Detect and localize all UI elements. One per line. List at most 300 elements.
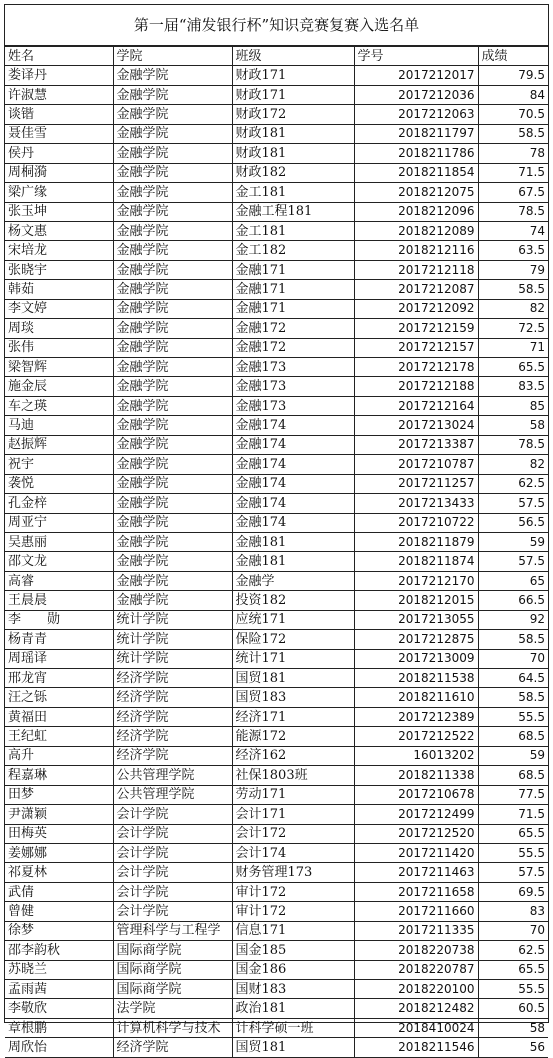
student-name-cell: 杨文惠 — [5, 221, 113, 240]
table-row — [5, 824, 548, 843]
college-cell: 金融学院 — [113, 513, 232, 532]
college-cell: 金融学院 — [113, 163, 232, 182]
class-cell: 国贸181 — [232, 669, 354, 688]
score-cell: 79.5 — [478, 66, 548, 85]
table-row — [5, 649, 548, 668]
student-id-cell: 2018211874 — [354, 552, 478, 571]
score-cell: 65 — [478, 571, 548, 590]
student-id-cell: 2018211546 — [354, 1038, 478, 1057]
student-name-cell: 赵振辉 — [5, 435, 113, 454]
student-name-cell: 祝宇 — [5, 455, 113, 474]
student-name-cell: 孔金梓 — [5, 494, 113, 513]
student-name-cell: 高升 — [5, 746, 113, 765]
college-cell: 金融学院 — [113, 532, 232, 551]
student-id-cell: 2017211658 — [354, 882, 478, 901]
student-id-cell: 2017213433 — [354, 494, 478, 513]
class-cell: 金融172 — [232, 338, 354, 357]
student-id-cell: 2018211797 — [354, 124, 478, 143]
class-cell: 会计172 — [232, 824, 354, 843]
college-cell: 会计学院 — [113, 805, 232, 824]
class-cell: 财政172 — [232, 105, 354, 124]
college-cell: 国际商学院 — [113, 960, 232, 979]
score-cell: 92 — [478, 610, 548, 629]
student-id-cell: 2018212096 — [354, 202, 478, 221]
class-cell: 金融174 — [232, 513, 354, 532]
table-row — [5, 630, 548, 649]
table-row — [5, 299, 548, 318]
class-cell: 国贸181 — [232, 1038, 354, 1057]
table-row — [5, 999, 548, 1018]
table-row — [5, 260, 548, 279]
class-cell: 金融172 — [232, 319, 354, 338]
college-cell: 统计学院 — [113, 649, 232, 668]
class-cell: 财政182 — [232, 163, 354, 182]
student-id-cell: 2018220738 — [354, 941, 478, 960]
score-cell: 64.5 — [478, 669, 548, 688]
class-cell: 金融181 — [232, 552, 354, 571]
student-id-cell: 2017212178 — [354, 358, 478, 377]
student-id-cell: 2017212164 — [354, 396, 478, 415]
college-cell: 经济学院 — [113, 669, 232, 688]
student-id-cell: 2017213387 — [354, 435, 478, 454]
table-body — [5, 66, 548, 1057]
class-cell: 金融171 — [232, 299, 354, 318]
student-name-cell: 孟雨茜 — [5, 980, 113, 999]
student-id-cell: 2018211879 — [354, 532, 478, 551]
student-id-cell: 2017212159 — [354, 319, 478, 338]
class-cell: 计科学硕一班 — [232, 1018, 354, 1037]
score-cell: 62.5 — [478, 941, 548, 960]
score-cell: 60.5 — [478, 999, 548, 1018]
college-cell: 金融学院 — [113, 338, 232, 357]
student-name-cell: 梁广缘 — [5, 183, 113, 202]
college-cell: 经济学院 — [113, 707, 232, 726]
student-id-cell: 16013202 — [354, 746, 478, 765]
student-name-cell: 娄译丹 — [5, 66, 113, 85]
table-row — [5, 746, 548, 765]
score-cell: 71.5 — [478, 805, 548, 824]
class-cell: 应统171 — [232, 610, 354, 629]
college-cell: 统计学院 — [113, 630, 232, 649]
table-row — [5, 85, 548, 104]
college-cell: 金融学院 — [113, 280, 232, 299]
student-name-cell: 李文婷 — [5, 299, 113, 318]
score-cell: 58.5 — [478, 688, 548, 707]
student-id-cell: 2017212157 — [354, 338, 478, 357]
class-cell: 经济162 — [232, 746, 354, 765]
college-cell: 会计学院 — [113, 863, 232, 882]
college-cell: 金融学院 — [113, 552, 232, 571]
class-cell: 国金186 — [232, 960, 354, 979]
results-table — [5, 46, 548, 1058]
class-cell: 统计171 — [232, 649, 354, 668]
student-id-cell: 2018211854 — [354, 163, 478, 182]
student-name-cell: 袭悦 — [5, 474, 113, 493]
score-cell: 70 — [478, 649, 548, 668]
college-cell: 金融学院 — [113, 221, 232, 240]
header-college: 学院 — [113, 47, 232, 66]
college-cell: 金融学院 — [113, 85, 232, 104]
document-frame — [4, 4, 549, 1056]
class-cell: 金工181 — [232, 183, 354, 202]
table-row — [5, 513, 548, 532]
college-cell: 金融学院 — [113, 416, 232, 435]
score-cell: 58.5 — [478, 280, 548, 299]
table-row — [5, 241, 548, 260]
table-row — [5, 358, 548, 377]
table-row — [5, 688, 548, 707]
student-id-cell: 2017212036 — [354, 85, 478, 104]
score-cell: 82 — [478, 299, 548, 318]
table-row — [5, 183, 548, 202]
table-row — [5, 163, 548, 182]
class-cell: 社保1803班 — [232, 766, 354, 785]
class-cell: 财务管理173 — [232, 863, 354, 882]
college-cell: 金融学院 — [113, 377, 232, 396]
student-name-cell: 王晨晨 — [5, 591, 113, 610]
student-id-cell: 2017212520 — [354, 824, 478, 843]
score-cell: 57.5 — [478, 552, 548, 571]
college-cell: 金融学院 — [113, 144, 232, 163]
student-name-cell: 施金辰 — [5, 377, 113, 396]
table-row — [5, 921, 548, 940]
class-cell: 金融174 — [232, 416, 354, 435]
student-id-cell: 2017212499 — [354, 805, 478, 824]
class-cell: 审计172 — [232, 902, 354, 921]
class-cell: 金融173 — [232, 396, 354, 415]
class-cell: 金融174 — [232, 474, 354, 493]
student-name-cell: 车之瑛 — [5, 396, 113, 415]
table-row — [5, 727, 548, 746]
table-row — [5, 1018, 548, 1037]
table-row — [5, 474, 548, 493]
student-id-cell: 2017211420 — [354, 843, 478, 862]
college-cell: 金融学院 — [113, 241, 232, 260]
student-name-cell: 张伟 — [5, 338, 113, 357]
college-cell: 管理科学与工程学 — [113, 921, 232, 940]
table-row — [5, 960, 548, 979]
student-name-cell: 邵文龙 — [5, 552, 113, 571]
score-cell: 65.5 — [478, 358, 548, 377]
table-row — [5, 144, 548, 163]
college-cell: 金融学院 — [113, 124, 232, 143]
score-cell: 55.5 — [478, 843, 548, 862]
header-row — [5, 47, 548, 66]
table-row — [5, 863, 548, 882]
score-cell: 67.5 — [478, 183, 548, 202]
score-cell: 58 — [478, 1018, 548, 1037]
score-cell: 58.5 — [478, 124, 548, 143]
student-name-cell: 宋培龙 — [5, 241, 113, 260]
score-cell: 58.5 — [478, 630, 548, 649]
college-cell: 金融学院 — [113, 299, 232, 318]
table-row — [5, 416, 548, 435]
student-id-cell: 2017212092 — [354, 299, 478, 318]
college-cell: 金融学院 — [113, 183, 232, 202]
table-row — [5, 377, 548, 396]
table-row — [5, 105, 548, 124]
student-name-cell: 汪之铄 — [5, 688, 113, 707]
score-cell: 83 — [478, 902, 548, 921]
score-cell: 69.5 — [478, 882, 548, 901]
college-cell: 金融学院 — [113, 571, 232, 590]
student-id-cell: 2018211538 — [354, 669, 478, 688]
student-name-cell: 许淑慧 — [5, 85, 113, 104]
class-cell: 审计172 — [232, 882, 354, 901]
student-name-cell: 杨青青 — [5, 630, 113, 649]
student-name-cell: 周亚宁 — [5, 513, 113, 532]
class-cell: 财政181 — [232, 144, 354, 163]
student-id-cell: 2017213055 — [354, 610, 478, 629]
student-name-cell: 田梦 — [5, 785, 113, 804]
class-cell: 金融171 — [232, 280, 354, 299]
class-cell: 投资182 — [232, 591, 354, 610]
table-row — [5, 280, 548, 299]
student-name-cell: 徐梦 — [5, 921, 113, 940]
score-cell: 55.5 — [478, 707, 548, 726]
score-cell: 68.5 — [478, 727, 548, 746]
college-cell: 金融学院 — [113, 105, 232, 124]
student-id-cell: 2017212389 — [354, 707, 478, 726]
score-cell: 62.5 — [478, 474, 548, 493]
class-cell: 财政171 — [232, 85, 354, 104]
table-row — [5, 805, 548, 824]
score-cell: 79 — [478, 260, 548, 279]
college-cell: 金融学院 — [113, 260, 232, 279]
score-cell: 57.5 — [478, 863, 548, 882]
score-cell: 57.5 — [478, 494, 548, 513]
student-id-cell: 2017211257 — [354, 474, 478, 493]
table-row — [5, 669, 548, 688]
table-row — [5, 571, 548, 590]
student-id-cell: 2017211335 — [354, 921, 478, 940]
table-row — [5, 610, 548, 629]
score-cell: 70 — [478, 921, 548, 940]
student-id-cell: 2018212089 — [354, 221, 478, 240]
college-cell: 会计学院 — [113, 902, 232, 921]
header-student-id: 学号 — [354, 47, 478, 66]
student-name-cell: 周欣怡 — [5, 1038, 113, 1057]
college-cell: 金融学院 — [113, 396, 232, 415]
student-name-cell: 姜娜娜 — [5, 843, 113, 862]
score-cell: 83.5 — [478, 377, 548, 396]
college-cell: 金融学院 — [113, 319, 232, 338]
class-cell: 会计171 — [232, 805, 354, 824]
college-cell: 金融学院 — [113, 474, 232, 493]
student-name-cell: 周桐漪 — [5, 163, 113, 182]
student-id-cell: 2018211338 — [354, 766, 478, 785]
student-name-cell: 黄福田 — [5, 707, 113, 726]
college-cell: 金融学院 — [113, 455, 232, 474]
college-cell: 国际商学院 — [113, 941, 232, 960]
student-id-cell: 2017212170 — [354, 571, 478, 590]
student-name-cell: 张晓宇 — [5, 260, 113, 279]
student-id-cell: 2017212875 — [354, 630, 478, 649]
header-class: 班级 — [232, 47, 354, 66]
score-cell: 71 — [478, 338, 548, 357]
student-name-cell: 邢龙宵 — [5, 669, 113, 688]
student-id-cell: 2018211786 — [354, 144, 478, 163]
student-id-cell: 2018220100 — [354, 980, 478, 999]
college-cell: 计算机科学与技术 — [113, 1018, 232, 1037]
student-name-cell: 周瑶译 — [5, 649, 113, 668]
header-name: 姓名 — [5, 47, 113, 66]
college-cell: 统计学院 — [113, 610, 232, 629]
score-cell: 85 — [478, 396, 548, 415]
student-id-cell: 2017211660 — [354, 902, 478, 921]
table-row — [5, 843, 548, 862]
student-name-cell: 周琰 — [5, 319, 113, 338]
class-cell: 经济171 — [232, 707, 354, 726]
table-row — [5, 785, 548, 804]
student-id-cell: 2017212118 — [354, 260, 478, 279]
student-name-cell: 尹潇颖 — [5, 805, 113, 824]
table-row — [5, 882, 548, 901]
student-name-cell: 梁智辉 — [5, 358, 113, 377]
student-id-cell: 2017212017 — [354, 66, 478, 85]
table-row — [5, 494, 548, 513]
class-cell: 金工182 — [232, 241, 354, 260]
class-cell: 劳动171 — [232, 785, 354, 804]
college-cell: 金融学院 — [113, 358, 232, 377]
table-row — [5, 707, 548, 726]
class-cell: 金融学 — [232, 571, 354, 590]
score-cell: 77.5 — [478, 785, 548, 804]
student-id-cell: 2017213024 — [354, 416, 478, 435]
table-row — [5, 338, 548, 357]
class-cell: 政治181 — [232, 999, 354, 1018]
class-cell: 金融171 — [232, 260, 354, 279]
table-row — [5, 766, 548, 785]
student-name-cell: 马迪 — [5, 416, 113, 435]
score-cell: 82 — [478, 455, 548, 474]
student-name-cell: 谈锴 — [5, 105, 113, 124]
score-cell: 59 — [478, 746, 548, 765]
student-id-cell: 2017210787 — [354, 455, 478, 474]
table-row — [5, 202, 548, 221]
score-cell: 70.5 — [478, 105, 548, 124]
college-cell: 公共管理学院 — [113, 785, 232, 804]
score-cell: 63.5 — [478, 241, 548, 260]
header-score: 成绩 — [478, 47, 548, 66]
class-cell: 金融181 — [232, 532, 354, 551]
college-cell: 金融学院 — [113, 66, 232, 85]
student-name-cell: 章根鹏 — [5, 1018, 113, 1037]
student-id-cell: 2017210722 — [354, 513, 478, 532]
table-row — [5, 532, 548, 551]
score-cell: 59 — [478, 532, 548, 551]
table-row — [5, 396, 548, 415]
score-cell: 71.5 — [478, 163, 548, 182]
student-id-cell: 2018211610 — [354, 688, 478, 707]
student-name-cell: 程嘉琳 — [5, 766, 113, 785]
student-name-cell: 李 勋 — [5, 610, 113, 629]
table-row — [5, 435, 548, 454]
student-id-cell: 2017212188 — [354, 377, 478, 396]
student-name-cell: 邵李韵秋 — [5, 941, 113, 960]
table-row — [5, 941, 548, 960]
student-name-cell: 李敬欣 — [5, 999, 113, 1018]
college-cell: 经济学院 — [113, 746, 232, 765]
student-name-cell: 侯丹 — [5, 144, 113, 163]
student-name-cell: 韩茹 — [5, 280, 113, 299]
student-name-cell: 王纪虹 — [5, 727, 113, 746]
score-cell: 84 — [478, 85, 548, 104]
score-cell: 55.5 — [478, 980, 548, 999]
student-name-cell: 苏晓兰 — [5, 960, 113, 979]
table-row — [5, 591, 548, 610]
class-cell: 国贸183 — [232, 688, 354, 707]
class-cell: 金融173 — [232, 377, 354, 396]
class-cell: 国金185 — [232, 941, 354, 960]
student-name-cell: 高睿 — [5, 571, 113, 590]
score-cell: 65.5 — [478, 960, 548, 979]
student-id-cell: 2018212015 — [354, 591, 478, 610]
college-cell: 会计学院 — [113, 824, 232, 843]
college-cell: 公共管理学院 — [113, 766, 232, 785]
class-cell: 信息171 — [232, 921, 354, 940]
class-cell: 金工181 — [232, 221, 354, 240]
table-row — [5, 902, 548, 921]
score-cell: 68.5 — [478, 766, 548, 785]
student-id-cell: 2017212063 — [354, 105, 478, 124]
student-id-cell: 2018212075 — [354, 183, 478, 202]
college-cell: 金融学院 — [113, 591, 232, 610]
college-cell: 金融学院 — [113, 435, 232, 454]
student-id-cell: 2017211463 — [354, 863, 478, 882]
score-cell: 58 — [478, 416, 548, 435]
score-cell: 78 — [478, 144, 548, 163]
student-name-cell: 武倩 — [5, 882, 113, 901]
table-row — [5, 455, 548, 474]
score-cell: 65.5 — [478, 824, 548, 843]
class-cell: 会计174 — [232, 843, 354, 862]
page-title: 第一届“浦发银行杯”知识竞赛复赛入选名单 — [5, 5, 548, 46]
college-cell: 经济学院 — [113, 727, 232, 746]
score-cell: 78.5 — [478, 435, 548, 454]
class-cell: 财政181 — [232, 124, 354, 143]
score-cell: 56 — [478, 1038, 548, 1057]
score-cell: 78.5 — [478, 202, 548, 221]
class-cell: 金融174 — [232, 435, 354, 454]
student-id-cell: 2018410024 — [354, 1018, 478, 1037]
student-name-cell: 曾健 — [5, 902, 113, 921]
student-name-cell: 田梅英 — [5, 824, 113, 843]
college-cell: 会计学院 — [113, 843, 232, 862]
class-cell: 国财183 — [232, 980, 354, 999]
college-cell: 法学院 — [113, 999, 232, 1018]
class-cell: 财政171 — [232, 66, 354, 85]
student-name-cell: 聂佳雪 — [5, 124, 113, 143]
table-row — [5, 66, 548, 85]
score-cell: 74 — [478, 221, 548, 240]
student-id-cell: 2018220787 — [354, 960, 478, 979]
college-cell: 经济学院 — [113, 688, 232, 707]
student-id-cell: 2017212087 — [354, 280, 478, 299]
score-cell: 72.5 — [478, 319, 548, 338]
college-cell: 经济学院 — [113, 1038, 232, 1057]
college-cell: 金融学院 — [113, 494, 232, 513]
table-row — [5, 319, 548, 338]
student-id-cell: 2018212482 — [354, 999, 478, 1018]
table-row — [5, 980, 548, 999]
score-cell: 56.5 — [478, 513, 548, 532]
student-name-cell: 张玉坤 — [5, 202, 113, 221]
student-name-cell: 吴惠丽 — [5, 532, 113, 551]
college-cell: 金融学院 — [113, 202, 232, 221]
college-cell: 国际商学院 — [113, 980, 232, 999]
student-id-cell: 2017210678 — [354, 785, 478, 804]
